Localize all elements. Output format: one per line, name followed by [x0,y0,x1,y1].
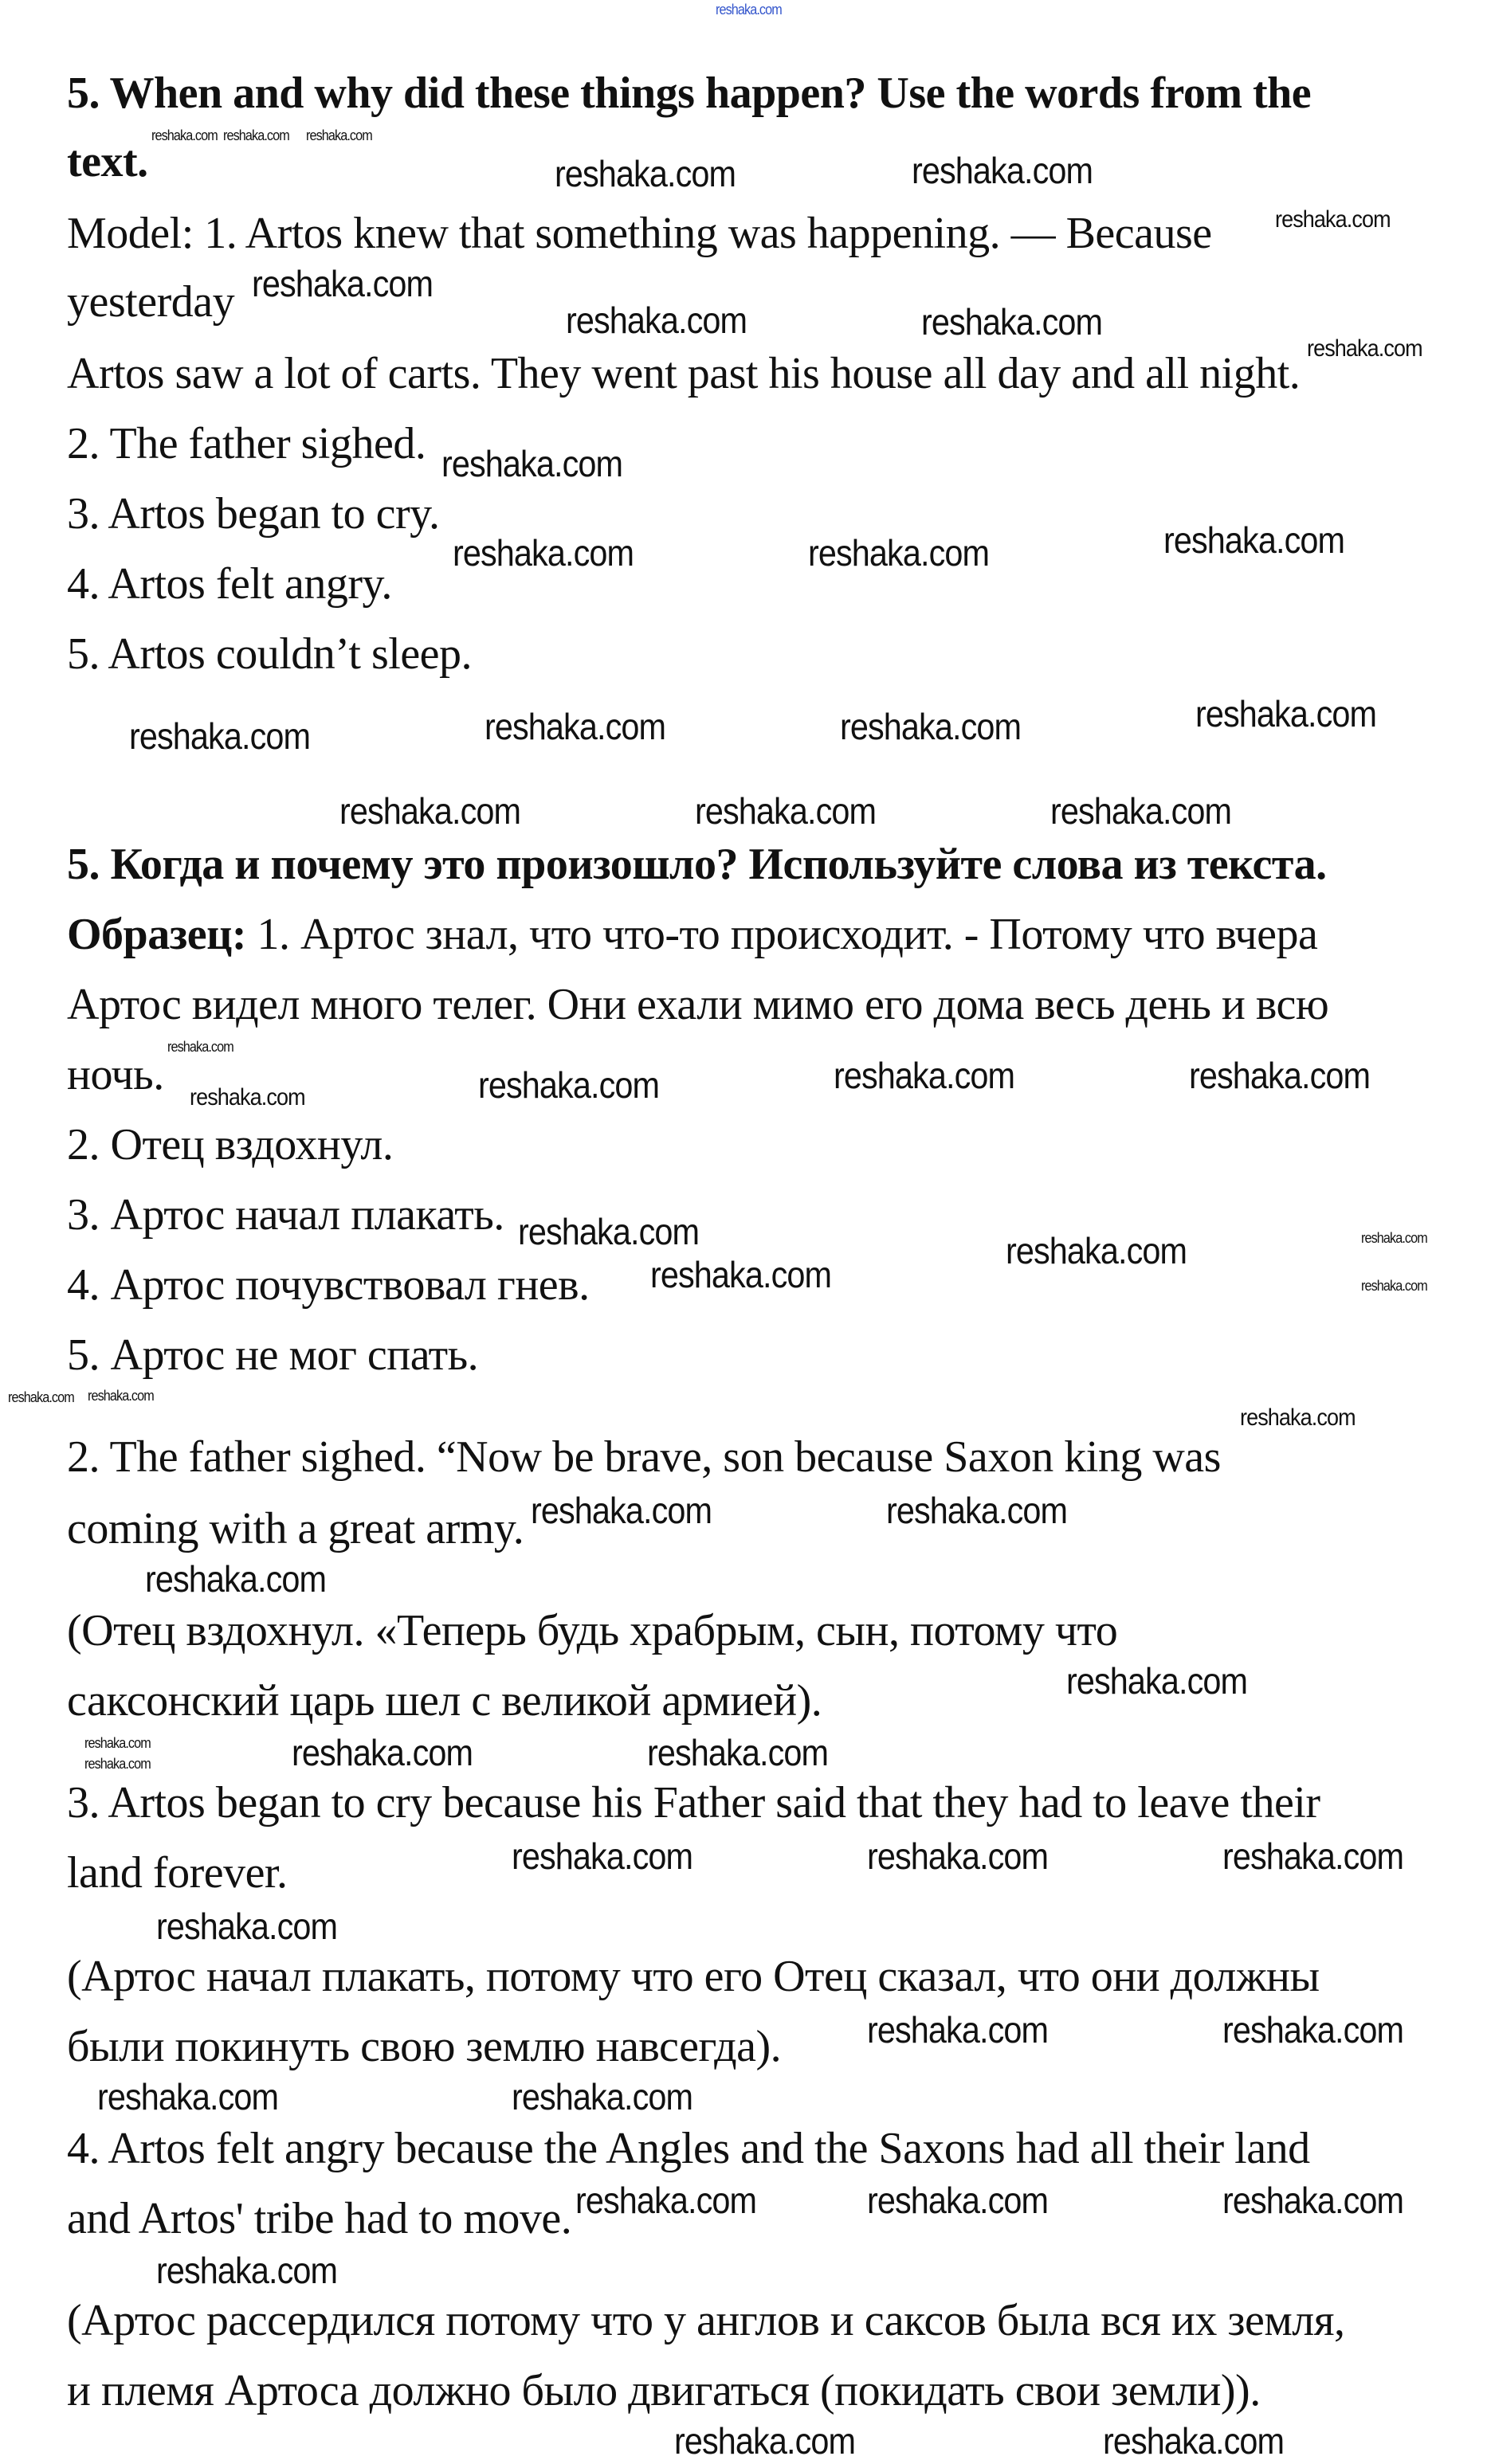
english-line: Artos saw a lot of carts. They went past his house all day and all night. [67,349,1301,398]
watermark: reshaka.com [867,2180,1049,2221]
watermark: reshaka.com [531,1490,712,1531]
watermark: reshaka.com [306,127,372,143]
answer-line: land forever. [67,1848,288,1898]
watermark: reshaka.com [647,1732,829,1773]
watermark: reshaka.com [441,443,623,484]
watermark: reshaka.com [912,150,1093,191]
answer-line: саксонский царь шел с великой армией). [67,1676,822,1726]
watermark: reshaka.com [97,2076,279,2117]
english-heading-line1: 5. When and why did these things happen? Use the words from the [67,69,1312,118]
watermark: reshaka.com [566,300,747,341]
watermark: reshaka.com [886,1490,1068,1531]
watermark: reshaka.com [1222,1835,1404,1877]
watermark: reshaka.com [1307,335,1422,362]
watermark: reshaka.com [512,2076,693,2117]
russian-line: 5. Артос не мог спать. [67,1330,479,1380]
answer-line: (Отец вздохнул. «Теперь будь храбрым, сын, потому что [67,1606,1118,1655]
watermark: reshaka.com [1222,2009,1404,2051]
watermark: reshaka.com [151,127,218,143]
russian-line: ночь. [67,1050,164,1099]
watermark: reshaka.com [1361,1278,1427,1294]
model-text: 1. Артос знал, что что-то происходит. - Потому что вчера [245,910,1318,959]
watermark: reshaka.com [167,1039,233,1055]
watermark: reshaka.com [840,706,1022,747]
watermark: reshaka.com [252,263,434,304]
watermark: reshaka.com [190,1084,305,1111]
english-line: 3. Artos began to cry. [67,489,440,539]
watermark: reshaka.com [145,1558,327,1600]
watermark: reshaka.com [84,1735,151,1751]
watermark: reshaka.com [1240,1404,1356,1431]
watermark: reshaka.com [518,1211,700,1252]
answer-line: и племя Артоса должно было двигаться (покидать свои земли)). [67,2366,1261,2415]
answer-line: были покинуть свою землю навсегда). [67,2022,782,2071]
watermark: reshaka.com [156,1906,338,1947]
russian-line: 2. Отец вздохнул. [67,1120,394,1169]
english-line: Model: 1. Artos knew that something was happening. — Because [67,209,1212,258]
russian-line: Артос видел много телег. Они ехали мимо его дома весь день и всю [67,980,1329,1029]
watermark: reshaka.com [453,532,634,574]
english-line: 4. Artos felt angry. [67,559,392,609]
answer-line: (Артос начал плакать, потому что его Отец сказал, что они должны [67,1952,1320,2001]
watermark: reshaka.com [223,127,289,143]
watermark: reshaka.com [156,2250,338,2291]
answer-line: 2. The father sighed. “Now be brave, son because Saxon king was [67,1432,1221,1482]
watermark: reshaka.com [1189,1055,1371,1096]
watermark: reshaka.com [1050,790,1232,832]
watermark: reshaka.com [478,1064,660,1106]
watermark: reshaka.com [1222,2180,1404,2221]
watermark: reshaka.com [88,1388,154,1404]
watermark: reshaka.com [512,1835,693,1877]
watermark: reshaka.com [1275,206,1391,233]
watermark: reshaka.com [8,1389,74,1405]
watermark: reshaka.com [1066,1660,1248,1702]
watermark: reshaka.com [695,790,877,832]
answer-line: 3. Artos began to cry because his Father said that they had to leave their [67,1778,1320,1827]
watermark: reshaka.com [84,1756,151,1772]
russian-line: 4. Артос почувствовал гнев. [67,1260,590,1310]
english-heading-line2: text. [67,137,148,186]
watermark: reshaka.com [1163,519,1345,561]
answer-line: (Артос рассердился потому что у англов и саксов была вся их земля, [67,2296,1345,2345]
watermark: reshaka.com [575,2180,757,2221]
answer-line: 4. Artos felt angry because the Angles and the Saxons had all their land [67,2124,1310,2173]
english-line: yesterday [67,277,235,327]
watermark: reshaka.com [867,1835,1049,1877]
watermark: reshaka.com [808,532,990,574]
english-line: 2. The father sighed. [67,419,426,468]
watermark: reshaka.com [1103,2420,1285,2462]
watermark: reshaka.com [485,706,666,747]
watermark: reshaka.com [650,1254,832,1295]
answer-line: and Artos' tribe had to move. [67,2194,572,2243]
watermark: reshaka.com [867,2009,1049,2051]
watermark: reshaka.com [1195,693,1377,734]
watermark: reshaka.com [834,1055,1015,1096]
answer-line: coming with a great army. [67,1504,524,1553]
watermark: reshaka.com [674,2420,856,2462]
english-line: 5. Artos couldn’t sleep. [67,629,473,679]
watermark: reshaka.com [129,715,311,757]
model-label: Образец: [67,910,246,959]
watermark: reshaka.com [1006,1230,1187,1271]
watermark: reshaka.com [716,2,782,18]
watermark: reshaka.com [1361,1230,1427,1246]
russian-line: 3. Артос начал плакать. [67,1190,504,1240]
watermark: reshaka.com [339,790,521,832]
russian-heading: 5. Когда и почему это произошло? Используйте слова из текста. [67,840,1327,889]
russian-model-line [67,907,1317,962]
watermark: reshaka.com [292,1732,473,1773]
watermark: reshaka.com [555,153,736,194]
watermark: reshaka.com [921,301,1103,343]
